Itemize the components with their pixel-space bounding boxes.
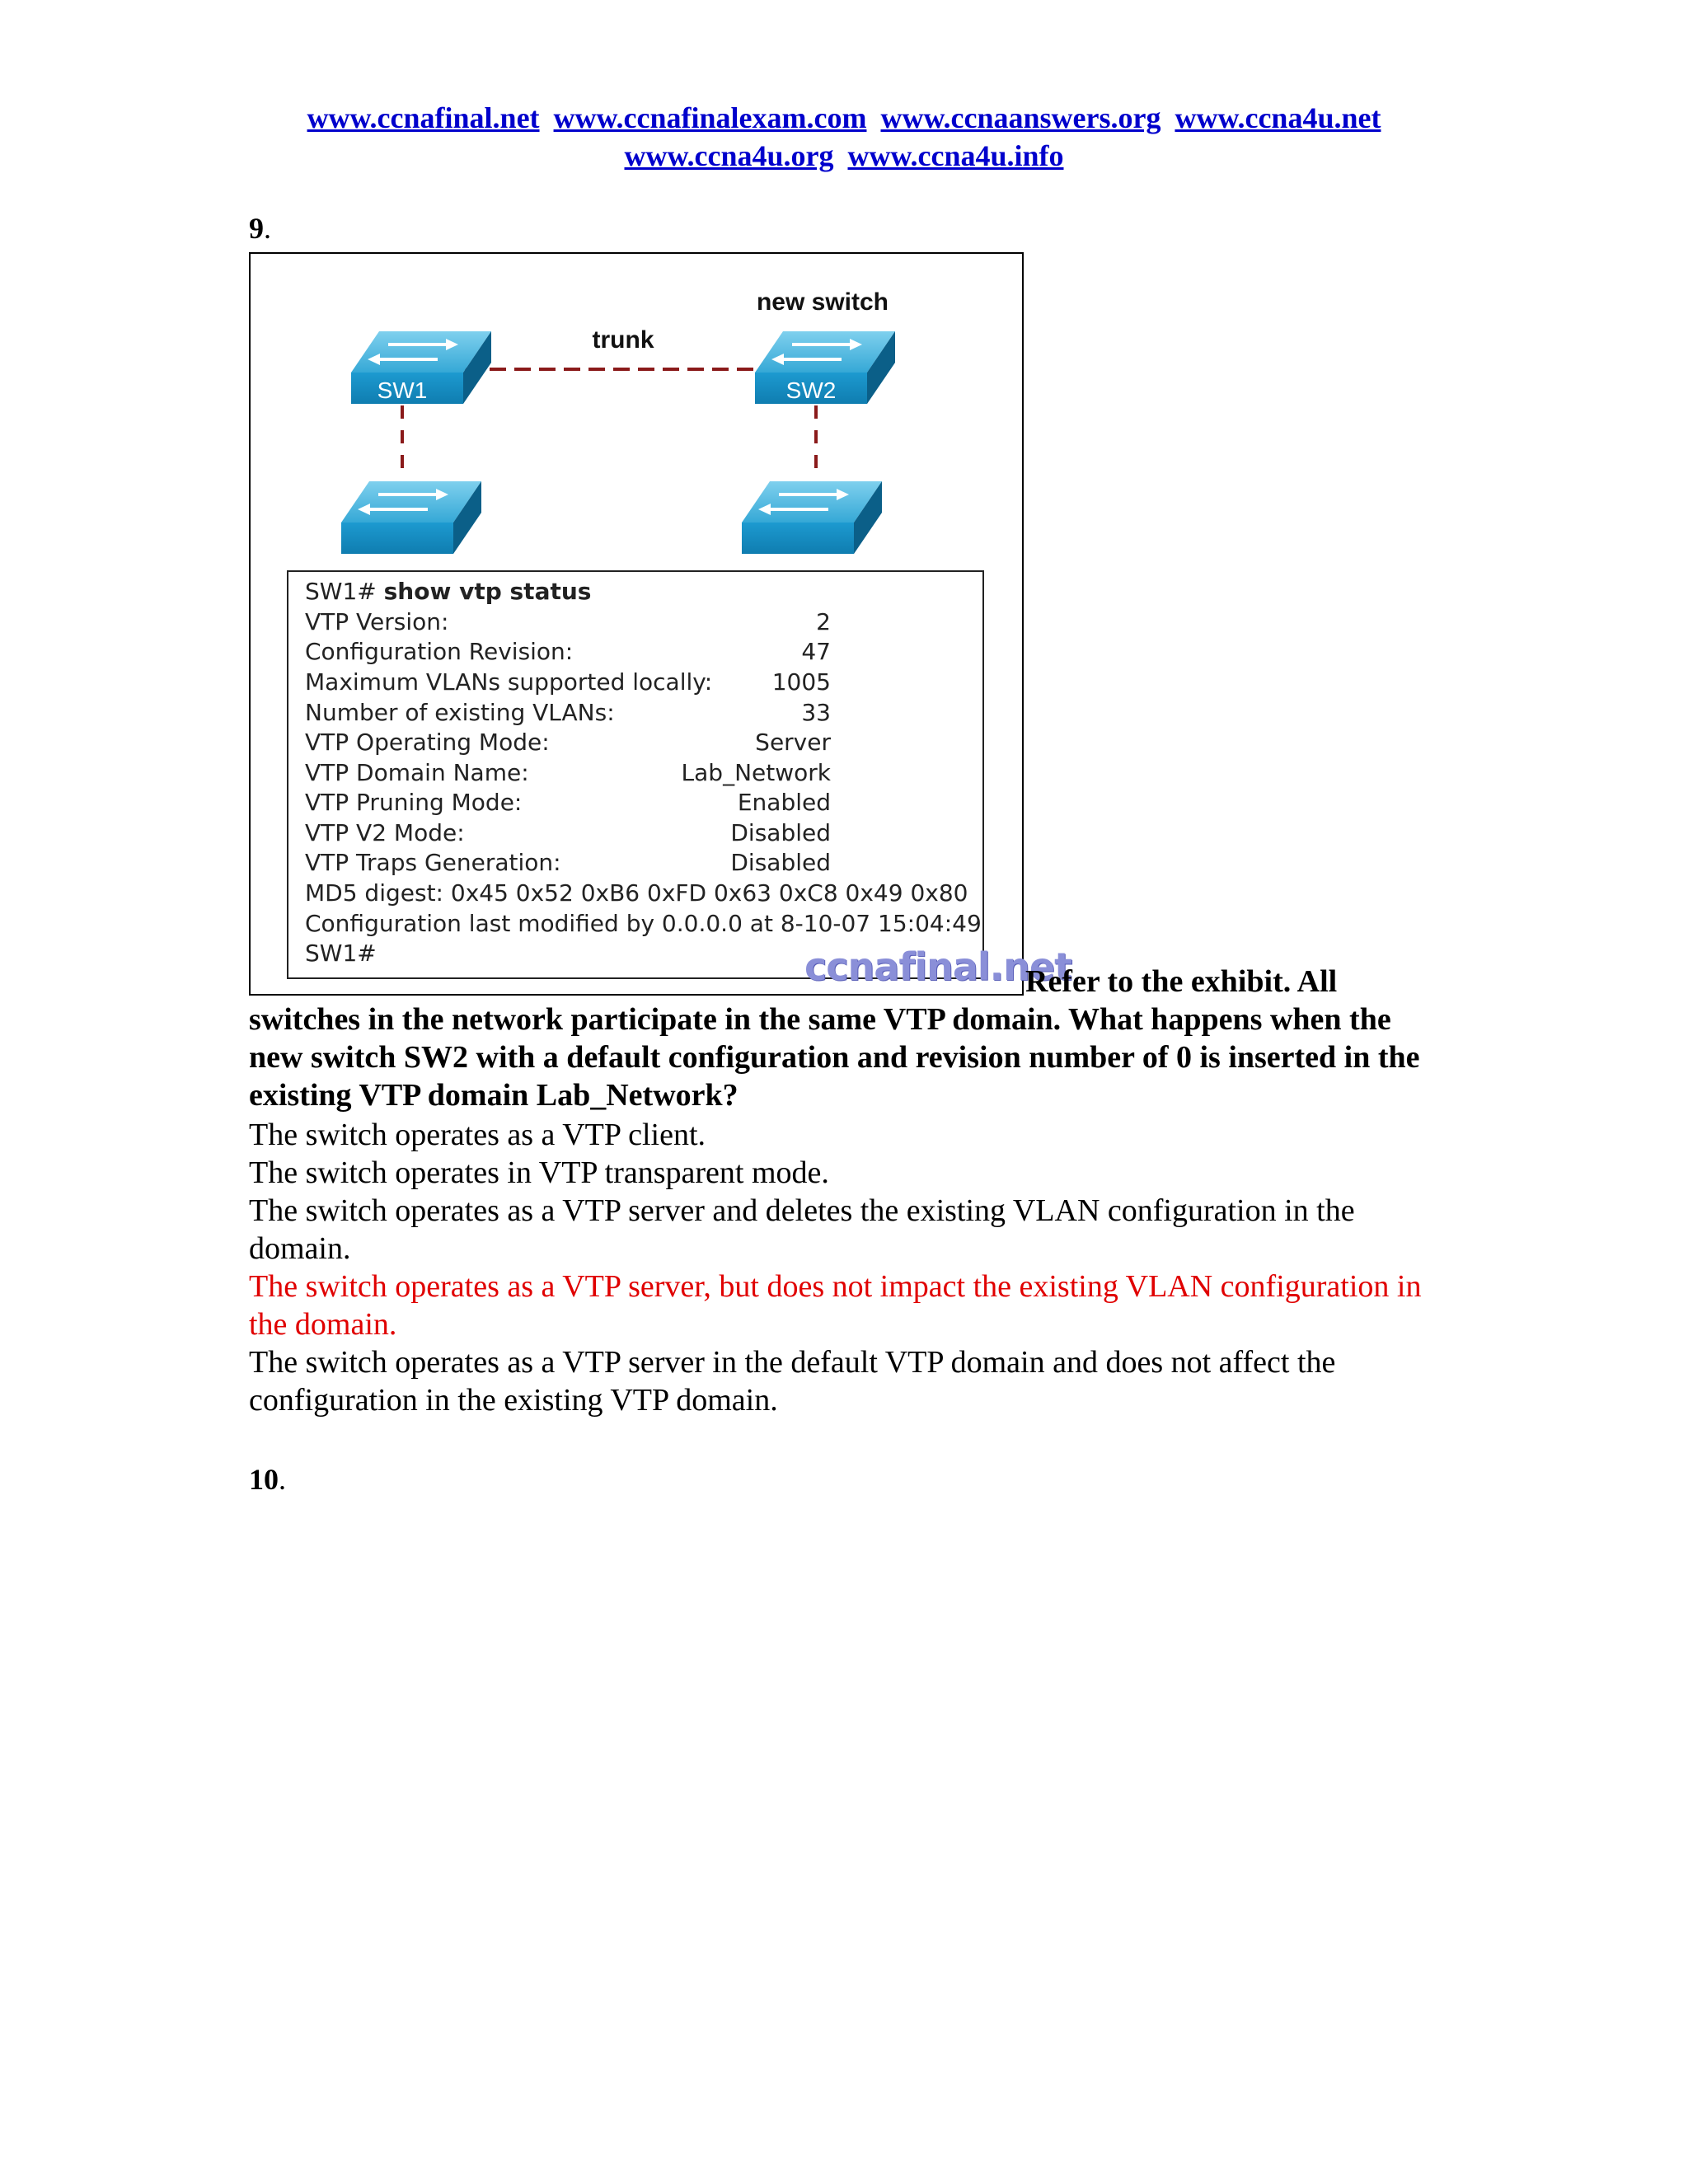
row-pruning-mode: VTP Pruning Mode: Enabled bbox=[305, 789, 831, 816]
row-v2-mode: VTP V2 Mode: Disabled bbox=[305, 819, 831, 846]
answer-option: The switch operates as a VTP server and deletes the existing VLAN configuration in the domain. bbox=[249, 1193, 1355, 1266]
link-ccnafinalexam[interactable]: www.ccnafinalexam.com bbox=[553, 101, 867, 134]
new-switch-label: new switch bbox=[756, 288, 889, 316]
link-ccna4u-org[interactable]: www.ccna4u.org bbox=[624, 139, 834, 172]
answer-option: The switch operates as a VTP client. bbox=[249, 1118, 706, 1152]
question-number-10: 10. bbox=[249, 1463, 286, 1496]
row-last-modified: Configuration last modified by 0.0.0.0 at 8-10-07 15:04:49 bbox=[305, 910, 982, 937]
vtp-status-output bbox=[287, 570, 984, 979]
question-number-9: 9. bbox=[249, 212, 271, 245]
row-vtp-version: VTP Version: 2 bbox=[305, 608, 831, 635]
row-domain-name: VTP Domain Name: Lab_Network bbox=[305, 759, 831, 786]
question-text: switches in the network participate in the same VTP domain. What happens when the new switch SW2 with a default configuration and revision number of 0 is inserted in the existing VTP domain Lab_Network? bbox=[249, 1002, 1420, 1113]
command-line: SW1# show vtp status bbox=[305, 578, 592, 605]
answer-option: The switch operates in VTP transparent mode. bbox=[249, 1155, 829, 1190]
answer-list bbox=[249, 1116, 1452, 1419]
lower-right-switch-icon bbox=[742, 481, 882, 554]
header-line-1 bbox=[0, 99, 1688, 137]
watermark-logo: ccnafinal.net bbox=[804, 944, 1072, 989]
row-operating-mode: VTP Operating Mode: Server bbox=[305, 729, 831, 756]
header-line-2 bbox=[0, 137, 1688, 175]
sw1-label: SW1 bbox=[377, 377, 428, 403]
link-ccna4u-net[interactable]: www.ccna4u.net bbox=[1175, 101, 1381, 134]
question-lead-text: Refer to the exhibit. All bbox=[1025, 964, 1338, 999]
answer-option-correct: The switch operates as a VTP server, but does not impact the existing VLAN configuration in the domain. bbox=[249, 1269, 1422, 1342]
sw2-label: SW2 bbox=[785, 377, 837, 403]
link-ccnafinal[interactable]: www.ccnafinal.net bbox=[307, 101, 540, 134]
row-max-vlans: Maximum VLANs supported locally: 1005 bbox=[305, 668, 831, 696]
row-traps-generation: VTP Traps Generation: Disabled bbox=[305, 849, 831, 876]
link-ccnaanswers[interactable]: www.ccnaanswers.org bbox=[880, 101, 1161, 134]
link-ccna4u-info[interactable]: www.ccna4u.info bbox=[847, 139, 1064, 172]
trunk-label: trunk bbox=[592, 326, 654, 354]
row-md5-digest: MD5 digest: 0x45 0x52 0xB6 0xFD 0x63 0xC8 0x49 0x80 bbox=[305, 879, 968, 907]
lower-left-switch-icon bbox=[341, 481, 481, 554]
header-links bbox=[0, 99, 1688, 175]
row-config-revision: Configuration Revision: 47 bbox=[305, 638, 831, 665]
row-end-prompt: SW1# bbox=[305, 940, 377, 967]
exhibit bbox=[249, 252, 1072, 996]
row-existing-vlans: Number of existing VLANs: 33 bbox=[305, 699, 831, 726]
answer-option: The switch operates as a VTP server in the default VTP domain and does not affect the configuration in the existing VTP domain. bbox=[249, 1345, 1336, 1418]
